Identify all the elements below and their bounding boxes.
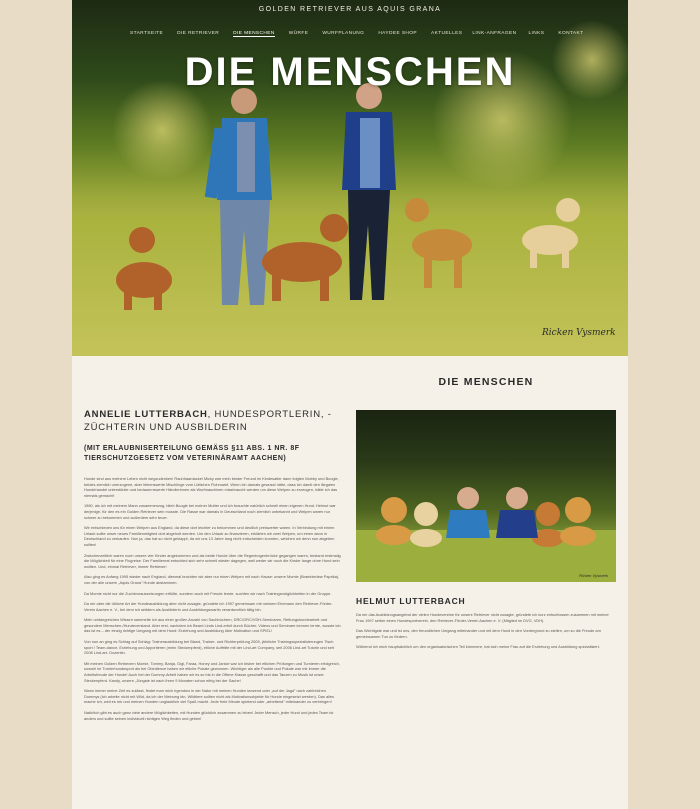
- paragraph: Während ich mich hauptsächlich um den organisatorischen Teil kümmere, hat sich meine Frau auf die Erziehung und Ausbildung spezialisiert.: [356, 644, 600, 650]
- nav-item-die-retriever[interactable]: DIE RETRIEVER: [177, 31, 220, 36]
- nav-item-aktuelles[interactable]: AKTUELLES: [431, 31, 463, 36]
- section-title: DIE MENSCHEN: [438, 376, 534, 388]
- paragraph: Zwischenzeitlich waren noch unsere vier Kinder angekommen und als beide Hunde über die Regenbogenbrücke gegangen waren, bestand erstmalig die Möglichkeit für eine Flugreise. Der Familienrat entschied sich sehr schnell wieder dagegen, weil weder wir noch die Kinder lange ohne Hund sein wollten. Und, einmal Retriever, immer Retriever!: [84, 552, 341, 569]
- annelie-name: ANNELIE LUTTERBACH: [84, 409, 208, 420]
- paragraph: Von nun an ging es Schlag auf Schlag: Trainerausbildung bei Bland, Trainer- und Richterprüfung 2005, jährliche Trainingsspezialisierungen Tisch sport / Team-dance, Erziehung und Apportieren (mein Steckenpferd), etliche Auftritte mit der Lind-art Company, seit 2006 Lind-art Tutorin und seit 2008 Lind-art- Dozentin.: [84, 639, 334, 656]
- paragraph: Da mir das Ausbildungsangebot der vielen Hundevereine für unsere Retriever nicht zusagte, gründete ich kurz entschlossen zusammen mit meiner Frau 1997 selber einen Hundesportverein, den Retriever-Förder-Verein Aachen e. V. (Mitglied im DVG, VDH).: [356, 612, 609, 623]
- paragraph: Das Wichtigste war und ist uns, den freundlichen Umgang miteinander und mit dem Hund in den Vordergrund zu stellen, um so die Freude am gemeinsamen Tun zu fördern.: [356, 628, 601, 639]
- nav-item-haydee-shop[interactable]: HAYDEE SHOP: [378, 31, 418, 36]
- paragraph: Also ging es Anfang 1995 wieder nach England, diesmal brachten wir aber nur einen Welpen mit nach Hause: unsere Momie (Brambledew Paprika), von der alle unsere „Aquis Grana" Hunde abstammen.: [84, 574, 340, 585]
- hero-image: [72, 0, 628, 356]
- hero-title: DIE MENSCHEN: [184, 50, 516, 94]
- nav-item-startseite[interactable]: STARTSEITE: [130, 31, 164, 36]
- left-column: [84, 408, 342, 726]
- site-title: GOLDEN RETRIEVER AUS AQUIS GRANA: [258, 6, 442, 13]
- annelie-subtitle: (MIT ERLAUBNISERTEILUNG GEMÄSS §11 ABS. 1 NR. 8F TIERSCHUTZGESETZ VOM VETERINÄRAMT AACHEN): [84, 445, 300, 462]
- nav-item-wurfplanung[interactable]: WURFPLANUNG: [322, 31, 365, 36]
- photo-signature: Ricken Vysmerk: [579, 573, 608, 578]
- nav-item-die-menschen[interactable]: DIE MENSCHEN: [233, 31, 275, 36]
- paragraph: 1980, als ich mit meinem Mann zusammenzog, blieb Boogie bei meiner Mutter und ich brauchte natürlich schnell einen eigenen Hund. Helmut war derjenige, für den es ein Golden Retriever sein musste. Die Rasse war damals in Deutschland noch ziemlich unbekannt und Welpen waren nur schwer zu bekommen und außerdem sehr teuer.: [84, 503, 336, 520]
- main-nav: [130, 31, 583, 37]
- hero-signature: Ricken Vysmerk: [542, 328, 616, 338]
- helmut-text: [356, 612, 616, 655]
- group-photo-illustration: [356, 410, 616, 582]
- annelie-heading: [84, 408, 342, 434]
- paragraph: Hunde sind aus meinem Leben nicht wegzudenken! Rauhhaardackel Micky war mein bester Freund im Kindesalter dann folgten Mobby und Boogie, beides ziemlich unerzogene, aber liebenswerte Mischlinge vom Lüttichen Flohmarkt. Wenn ich damals gewusst hätte, dass ich damit den illegalen Hundehandel unterstützte und bedauernswerte Händlerinnen als Wurfmaschinen missbraucht werden um diese Welpen zu erzeugen, hätte ich das niemals gemacht!: [84, 476, 339, 498]
- right-column: [356, 376, 616, 650]
- paragraph: Mein umfangreiches Wissen sammelte ich aus einer großen Anzahl von Sachbüchern, DRC/GRC/VDH-Seminaren, Rettungshundearbeit und gesundem Menschen-/Hundeverstand. Aber erst, nachdem ich Beard Linds Lind-erfolt durch Bücher, Videos und Seminare kennen lernte, wusste ich: das ist es – der einzig richtige Umgang mit dem Hund: Erziehung und Ausbildung über Motivation und SPIEL!: [84, 617, 342, 634]
- annelie-role: , HUNDESPORTLERIN, - ZÜCHTERIN UND AUSBILDERIN: [84, 409, 332, 433]
- helmut-heading: HELMUT LUTTERBACH: [356, 596, 466, 606]
- nav-item-wuerfe[interactable]: WÜRFE: [288, 31, 309, 36]
- paragraph: Da Momie nicht nur die Zuchtvoraussetzungen erfüllte, sondern auch mit Freude lernte, suchten wir nach Trainingsmöglichkeiten in der Gruppe.: [84, 590, 332, 596]
- paragraph: Mit meinen Golden Retrievern Momie, Tommy, Banja, Gigi, Faraa, Honey und Janice war ich bisher bei etlichen Prüfungen und Turnieren erfolgreich, sowohl im Turnierhundesport als bei Obedience haben wir etliche Pokale gewonnen. Wichtiger als alle Punkte und Pokale war mir immer die Arbeitsfreude der Hunde! Auch bei der Dummy-Arbeit haben wir es so bis in die Offene Klasse geschafft und das Tanzen zu Musik ist unser Steckenpferd. Kandy, unsere „Jüngste ist nach ihren 9 Monaten schon eifrig bei der Sache!: [84, 660, 340, 683]
- group-photo: [356, 410, 616, 582]
- paragraph: Da mir aber die übliche Art der Hundeausbildung aber nicht zusagte, gründete ich 1997 gemeinsam mit meinem Ehemann den Retriever-Förder-Verein Aachen e. V., bei dem ich seitdem als Ausbilderin und Ausbildungswartin verantwortlich tätig bin.: [84, 601, 333, 612]
- paragraph: Wir entschieden uns für einen Welpen aus England, da diese dort leichter zu bekommen und deutlich preiswerter waren. In Verbindung mit einem Urlaub sollte unser neues Familienmitglied dort abgeholt werden. Um den Urlaub zu finanzieren, erklärten wir zwei Welpen, um einen dann in Deutschland zu verkaufen. Nun ja, das hat so nicht geklappt, da wir uns 13 Jahre lang nicht entscheiden konnten, welchen wir denn nun abgeben sollten!: [84, 525, 335, 547]
- paragraph: Wann immer meine Zeit es zulässt, findet man mich irgendwo in der Natur mit meinen Hunden tanzend oder „auf der Jagd" nach zahlreichen Dummys (ich arbeite nicht mit Wild, da ich der Meinung bin, Wildtiere sollten nicht als Motivationsobjekte für Hunde eingesetzt werden). Das alles mache ich, weil es mir und meinen Hunden unglaublich viel Spaß macht. Jede freie Minute spielend oder „arbeitend" miteinander zu verbringen!: [84, 688, 334, 705]
- paragraph: Natürlich gibt es auch ganz viele andere Möglichkeiten, mit Hunden glücklich zusammen zu leben! Jeder Mensch, jeder Hund und jedes Team ist anders und sollte seinen individuell richtigen Weg finden und gehen!: [84, 710, 334, 721]
- nav-item-kontakt[interactable]: KONTAKT: [558, 31, 584, 36]
- nav-item-links[interactable]: LINKS: [528, 31, 545, 36]
- nav-item-link-anfragen[interactable]: LINK-ANFRAGEN: [472, 31, 517, 36]
- page: [72, 0, 628, 809]
